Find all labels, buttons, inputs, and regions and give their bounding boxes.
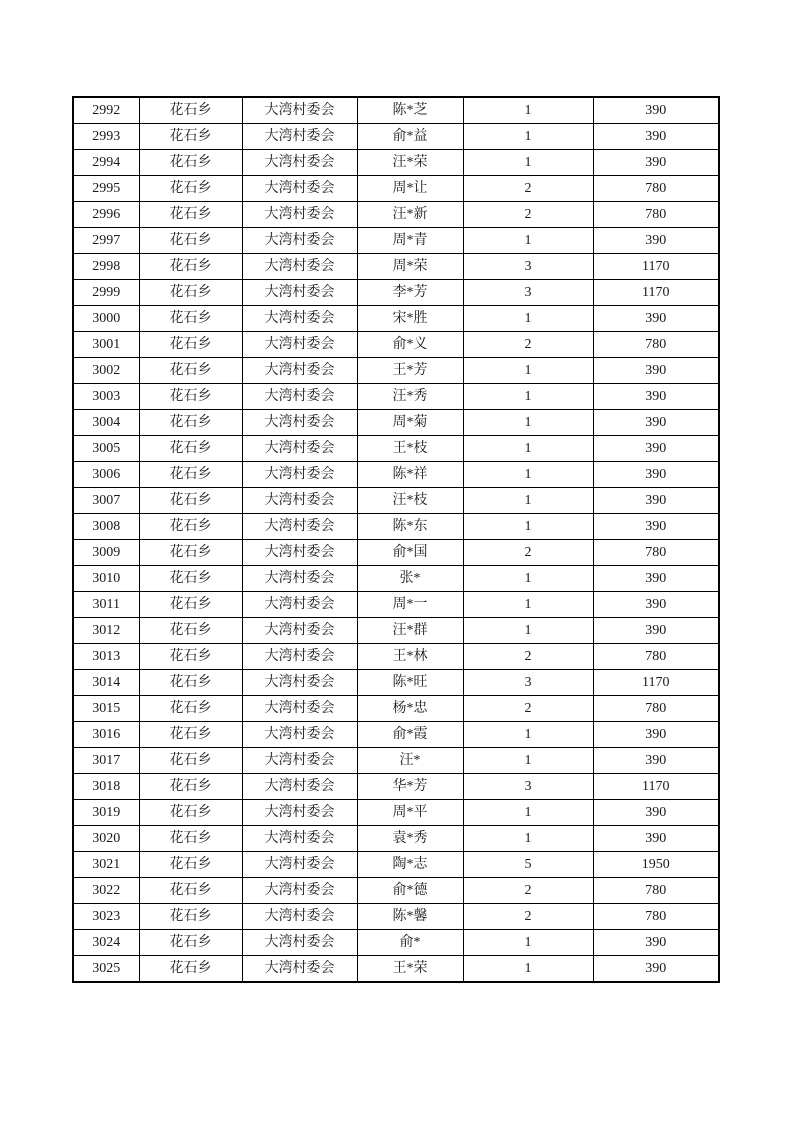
amount-cell: 390 [593, 618, 719, 644]
count-cell: 1 [463, 514, 593, 540]
township-cell: 花石乡 [139, 176, 242, 202]
table-row [73, 800, 719, 826]
count-cell: 5 [463, 852, 593, 878]
count-cell: 1 [463, 306, 593, 332]
count-cell: 1 [463, 800, 593, 826]
table-row [73, 930, 719, 956]
count-cell: 2 [463, 540, 593, 566]
serial-cell: 3008 [73, 514, 139, 540]
name-cell: 俞*益 [357, 124, 463, 150]
township-cell: 花石乡 [139, 514, 242, 540]
village-cell: 大湾村委会 [242, 384, 357, 410]
township-cell: 花石乡 [139, 904, 242, 930]
count-cell: 1 [463, 930, 593, 956]
table-row [73, 280, 719, 306]
amount-cell: 390 [593, 930, 719, 956]
count-cell: 1 [463, 618, 593, 644]
amount-cell: 390 [593, 956, 719, 983]
name-cell: 陈*馨 [357, 904, 463, 930]
serial-cell: 3013 [73, 644, 139, 670]
table-row [73, 852, 719, 878]
serial-cell: 2997 [73, 228, 139, 254]
village-cell: 大湾村委会 [242, 800, 357, 826]
serial-cell: 2996 [73, 202, 139, 228]
amount-cell: 390 [593, 488, 719, 514]
amount-cell: 390 [593, 462, 719, 488]
count-cell: 2 [463, 878, 593, 904]
amount-cell: 780 [593, 644, 719, 670]
count-cell: 1 [463, 124, 593, 150]
count-cell: 1 [463, 358, 593, 384]
name-cell: 汪*群 [357, 618, 463, 644]
table-row [73, 592, 719, 618]
township-cell: 花石乡 [139, 462, 242, 488]
count-cell: 2 [463, 332, 593, 358]
serial-cell: 2999 [73, 280, 139, 306]
name-cell: 俞*霞 [357, 722, 463, 748]
count-cell: 2 [463, 904, 593, 930]
table-row [73, 878, 719, 904]
table-row [73, 436, 719, 462]
serial-cell: 3019 [73, 800, 139, 826]
amount-cell: 390 [593, 800, 719, 826]
amount-cell: 390 [593, 97, 719, 124]
village-cell: 大湾村委会 [242, 462, 357, 488]
name-cell: 俞*义 [357, 332, 463, 358]
count-cell: 1 [463, 826, 593, 852]
table-row [73, 332, 719, 358]
table-row [73, 826, 719, 852]
count-cell: 1 [463, 488, 593, 514]
township-cell: 花石乡 [139, 332, 242, 358]
table-row [73, 176, 719, 202]
township-cell: 花石乡 [139, 878, 242, 904]
table-row [73, 150, 719, 176]
name-cell: 陈*祥 [357, 462, 463, 488]
serial-cell: 3017 [73, 748, 139, 774]
count-cell: 3 [463, 774, 593, 800]
township-cell: 花石乡 [139, 436, 242, 462]
name-cell: 周*平 [357, 800, 463, 826]
serial-cell: 3005 [73, 436, 139, 462]
amount-cell: 390 [593, 228, 719, 254]
township-cell: 花石乡 [139, 124, 242, 150]
village-cell: 大湾村委会 [242, 644, 357, 670]
name-cell: 汪*荣 [357, 150, 463, 176]
count-cell: 3 [463, 670, 593, 696]
name-cell: 汪* [357, 748, 463, 774]
village-cell: 大湾村委会 [242, 696, 357, 722]
village-cell: 大湾村委会 [242, 670, 357, 696]
township-cell: 花石乡 [139, 150, 242, 176]
township-cell: 花石乡 [139, 280, 242, 306]
amount-cell: 780 [593, 540, 719, 566]
amount-cell: 390 [593, 124, 719, 150]
township-cell: 花石乡 [139, 956, 242, 983]
count-cell: 1 [463, 748, 593, 774]
village-cell: 大湾村委会 [242, 410, 357, 436]
township-cell: 花石乡 [139, 358, 242, 384]
village-cell: 大湾村委会 [242, 124, 357, 150]
table-row [73, 696, 719, 722]
count-cell: 1 [463, 462, 593, 488]
serial-cell: 3020 [73, 826, 139, 852]
township-cell: 花石乡 [139, 644, 242, 670]
amount-cell: 390 [593, 410, 719, 436]
village-cell: 大湾村委会 [242, 540, 357, 566]
serial-cell: 3006 [73, 462, 139, 488]
count-cell: 1 [463, 722, 593, 748]
count-cell: 1 [463, 410, 593, 436]
amount-cell: 1170 [593, 280, 719, 306]
amount-cell: 390 [593, 748, 719, 774]
township-cell: 花石乡 [139, 410, 242, 436]
name-cell: 王*枝 [357, 436, 463, 462]
amount-cell: 390 [593, 358, 719, 384]
amount-cell: 1950 [593, 852, 719, 878]
count-cell: 2 [463, 176, 593, 202]
subsidy-list-table [72, 96, 720, 983]
village-cell: 大湾村委会 [242, 254, 357, 280]
village-cell: 大湾村委会 [242, 878, 357, 904]
village-cell: 大湾村委会 [242, 592, 357, 618]
count-cell: 1 [463, 384, 593, 410]
village-cell: 大湾村委会 [242, 852, 357, 878]
name-cell: 宋*胜 [357, 306, 463, 332]
township-cell: 花石乡 [139, 384, 242, 410]
name-cell: 陈*东 [357, 514, 463, 540]
name-cell: 张* [357, 566, 463, 592]
serial-cell: 3016 [73, 722, 139, 748]
serial-cell: 3024 [73, 930, 139, 956]
township-cell: 花石乡 [139, 97, 242, 124]
table-row [73, 722, 719, 748]
table-row [73, 566, 719, 592]
table-row [73, 410, 719, 436]
count-cell: 1 [463, 592, 593, 618]
serial-cell: 3011 [73, 592, 139, 618]
village-cell: 大湾村委会 [242, 956, 357, 983]
amount-cell: 390 [593, 384, 719, 410]
township-cell: 花石乡 [139, 306, 242, 332]
name-cell: 王*林 [357, 644, 463, 670]
serial-cell: 2995 [73, 176, 139, 202]
serial-cell: 3004 [73, 410, 139, 436]
name-cell: 俞*德 [357, 878, 463, 904]
table-row [73, 254, 719, 280]
village-cell: 大湾村委会 [242, 488, 357, 514]
name-cell: 汪*秀 [357, 384, 463, 410]
count-cell: 1 [463, 956, 593, 983]
serial-cell: 3010 [73, 566, 139, 592]
township-cell: 花石乡 [139, 826, 242, 852]
amount-cell: 390 [593, 566, 719, 592]
count-cell: 1 [463, 150, 593, 176]
table-row [73, 228, 719, 254]
table-row [73, 670, 719, 696]
serial-cell: 3001 [73, 332, 139, 358]
township-cell: 花石乡 [139, 722, 242, 748]
amount-cell: 1170 [593, 774, 719, 800]
village-cell: 大湾村委会 [242, 826, 357, 852]
serial-cell: 2992 [73, 97, 139, 124]
township-cell: 花石乡 [139, 670, 242, 696]
count-cell: 2 [463, 202, 593, 228]
amount-cell: 1170 [593, 670, 719, 696]
table-row [73, 97, 719, 124]
amount-cell: 390 [593, 150, 719, 176]
village-cell: 大湾村委会 [242, 904, 357, 930]
name-cell: 袁*秀 [357, 826, 463, 852]
amount-cell: 390 [593, 722, 719, 748]
village-cell: 大湾村委会 [242, 722, 357, 748]
serial-cell: 3000 [73, 306, 139, 332]
township-cell: 花石乡 [139, 852, 242, 878]
village-cell: 大湾村委会 [242, 176, 357, 202]
table-row [73, 462, 719, 488]
township-cell: 花石乡 [139, 774, 242, 800]
name-cell: 汪*枝 [357, 488, 463, 514]
table-body [73, 97, 719, 982]
name-cell: 周*青 [357, 228, 463, 254]
table-row [73, 202, 719, 228]
amount-cell: 780 [593, 878, 719, 904]
table-row [73, 384, 719, 410]
amount-cell: 390 [593, 514, 719, 540]
township-cell: 花石乡 [139, 566, 242, 592]
name-cell: 陈*芝 [357, 97, 463, 124]
name-cell: 俞*国 [357, 540, 463, 566]
count-cell: 2 [463, 644, 593, 670]
village-cell: 大湾村委会 [242, 748, 357, 774]
serial-cell: 3002 [73, 358, 139, 384]
village-cell: 大湾村委会 [242, 358, 357, 384]
township-cell: 花石乡 [139, 800, 242, 826]
name-cell: 杨*忠 [357, 696, 463, 722]
name-cell: 王*荣 [357, 956, 463, 983]
village-cell: 大湾村委会 [242, 228, 357, 254]
serial-cell: 2993 [73, 124, 139, 150]
township-cell: 花石乡 [139, 592, 242, 618]
township-cell: 花石乡 [139, 696, 242, 722]
village-cell: 大湾村委会 [242, 202, 357, 228]
township-cell: 花石乡 [139, 748, 242, 774]
serial-cell: 3003 [73, 384, 139, 410]
table-row [73, 618, 719, 644]
township-cell: 花石乡 [139, 618, 242, 644]
count-cell: 3 [463, 280, 593, 306]
name-cell: 周*荣 [357, 254, 463, 280]
table-row [73, 358, 719, 384]
serial-cell: 3022 [73, 878, 139, 904]
name-cell: 周*菊 [357, 410, 463, 436]
name-cell: 周*一 [357, 592, 463, 618]
count-cell: 3 [463, 254, 593, 280]
name-cell: 汪*新 [357, 202, 463, 228]
township-cell: 花石乡 [139, 488, 242, 514]
table-row [73, 124, 719, 150]
amount-cell: 390 [593, 436, 719, 462]
amount-cell: 780 [593, 904, 719, 930]
name-cell: 陈*旺 [357, 670, 463, 696]
table-row [73, 514, 719, 540]
name-cell: 俞* [357, 930, 463, 956]
name-cell: 李*芳 [357, 280, 463, 306]
serial-cell: 3009 [73, 540, 139, 566]
township-cell: 花石乡 [139, 254, 242, 280]
table-row [73, 306, 719, 332]
village-cell: 大湾村委会 [242, 150, 357, 176]
amount-cell: 780 [593, 696, 719, 722]
name-cell: 华*芳 [357, 774, 463, 800]
amount-cell: 780 [593, 176, 719, 202]
village-cell: 大湾村委会 [242, 774, 357, 800]
serial-cell: 3012 [73, 618, 139, 644]
amount-cell: 780 [593, 332, 719, 358]
serial-cell: 2998 [73, 254, 139, 280]
village-cell: 大湾村委会 [242, 97, 357, 124]
table-row [73, 904, 719, 930]
serial-cell: 2994 [73, 150, 139, 176]
serial-cell: 3023 [73, 904, 139, 930]
table-row [73, 956, 719, 983]
village-cell: 大湾村委会 [242, 930, 357, 956]
township-cell: 花石乡 [139, 540, 242, 566]
amount-cell: 390 [593, 826, 719, 852]
count-cell: 1 [463, 566, 593, 592]
table-row [73, 644, 719, 670]
count-cell: 1 [463, 97, 593, 124]
village-cell: 大湾村委会 [242, 618, 357, 644]
village-cell: 大湾村委会 [242, 566, 357, 592]
count-cell: 2 [463, 696, 593, 722]
table-row [73, 748, 719, 774]
amount-cell: 390 [593, 592, 719, 618]
village-cell: 大湾村委会 [242, 436, 357, 462]
village-cell: 大湾村委会 [242, 332, 357, 358]
count-cell: 1 [463, 436, 593, 462]
amount-cell: 390 [593, 306, 719, 332]
serial-cell: 3018 [73, 774, 139, 800]
table-row [73, 488, 719, 514]
village-cell: 大湾村委会 [242, 306, 357, 332]
serial-cell: 3021 [73, 852, 139, 878]
amount-cell: 780 [593, 202, 719, 228]
table-row [73, 540, 719, 566]
count-cell: 1 [463, 228, 593, 254]
name-cell: 周*让 [357, 176, 463, 202]
serial-cell: 3015 [73, 696, 139, 722]
table-row [73, 774, 719, 800]
serial-cell: 3007 [73, 488, 139, 514]
name-cell: 陶*志 [357, 852, 463, 878]
serial-cell: 3025 [73, 956, 139, 983]
township-cell: 花石乡 [139, 202, 242, 228]
amount-cell: 1170 [593, 254, 719, 280]
township-cell: 花石乡 [139, 228, 242, 254]
village-cell: 大湾村委会 [242, 280, 357, 306]
name-cell: 王*芳 [357, 358, 463, 384]
village-cell: 大湾村委会 [242, 514, 357, 540]
township-cell: 花石乡 [139, 930, 242, 956]
serial-cell: 3014 [73, 670, 139, 696]
